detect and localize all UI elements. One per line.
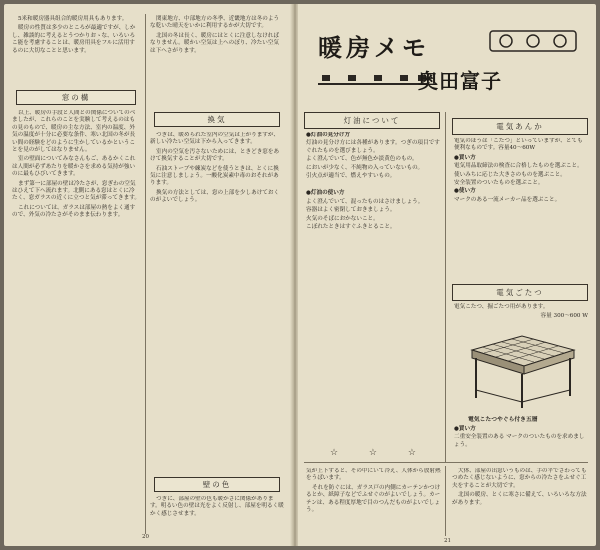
paragraph: 換気の方法としては、窓の上部を少しあけておくのがよいでしょう。: [150, 189, 280, 204]
paragraph: 関東地方、中部地方の冬季、近畿地方は冬のような乾いた晴天をいかに利用するかが大切です。: [150, 16, 280, 30]
kerosene-sub2-item: 容器はよく密閉しておきましょう。: [306, 207, 396, 214]
left-column-2: [150, 16, 284, 57]
paragraph: それを防ぐには、ガラス戸の内側にカーテンかつけるとか、紙障子などでふせぐのがよいでしょう。カーテンは、ある程度厚地で目のつんだものがよいでしょう。: [306, 484, 441, 514]
electric-anka-heading-box: [452, 118, 588, 135]
paragraph: 室内の空気を汚さないためには、ときどき窓をあけて換気することが大切です。: [150, 148, 280, 163]
electric-anka-buy-item: 電気用品取締法の検査に合格したものを選ぶこと。: [454, 163, 583, 170]
section-separator-stars: ☆ ☆ ☆: [330, 448, 430, 458]
paragraph: これについては、ガラスは部屋の熱をよく通すので、外気の冷たさがそのまま伝わります。: [12, 204, 136, 219]
kotatsu-buy: ●買い方: [454, 426, 476, 432]
decorative-band: [318, 72, 428, 86]
kotatsu-caption: 電気こたつやぐら付き五層: [468, 417, 538, 423]
left-column-2-bottom: [150, 496, 284, 534]
kerosene-sub1-item: 引火点が適当で、燃えやすいもの。: [306, 173, 396, 180]
paragraph: 室の壁面についてみなさんもご、あるかくこれは人間が必ずあたりを暖かさを求める気持が強いのに最もひびいてきます。: [12, 156, 136, 178]
article-title: 暖房メモ: [318, 34, 430, 62]
paragraph: 北国の暖房、とくに寒さに備えて、いろいろな方法があります。: [452, 492, 587, 506]
kerosene-sub2-item: こぼれたときはすぐふきとること。: [306, 224, 396, 231]
column-divider: [145, 14, 146, 534]
kotatsu-buy-item: 二重安全装置のある マークのついたものを求めましょう。: [454, 434, 585, 448]
section-heading-wall-color-box: [154, 477, 280, 492]
electric-anka-use: ●使い方: [454, 188, 476, 195]
left-column-1: [12, 16, 140, 57]
left-column-1-body: [12, 110, 140, 530]
kerosene-sub2-item: よく澄んでいて、混ったものはさけましょう。: [306, 198, 424, 205]
electric-anka-heading: 電気あんか: [496, 122, 544, 131]
paragraph: つぎは、暖められた室内の空気は上がりますが、新しい冷たい空気は下から入ってきます。: [150, 132, 280, 146]
electric-kotatsu-text: 電気こたつ、掘ごたつ用があります。: [454, 304, 549, 310]
paragraph: 大体、部屋の出窓いうものは、手の平でさわってもつめたく感じないように、窓からの冷たさをふせぐ工夫をすることが大切です。: [452, 468, 587, 489]
left-column-2-body: [150, 132, 284, 472]
right-bottom-right-column: [452, 468, 588, 534]
kerosene-section: [306, 132, 440, 402]
paragraph: まず第一に部屋の壁は冷たさが、窓ぎわの空気はひえて下へ流れます。北側にある窓はとくに冷たく、窓ガラスの近くに立つと気が滞ってきます。: [12, 180, 140, 202]
electric-anka-section: [454, 138, 588, 278]
kerosene-sub2: ●灯油の使い方: [306, 190, 345, 197]
electric-anka-text: 電気のほうは「こたつ」といっていますが、とても便利なものです。容量40〜60W: [454, 138, 583, 152]
kerosene-sub1-item: 灯油の見分け方には各種があります。つぎの項目ですぐれたものを選びましょう。: [306, 140, 440, 154]
kerosene-sub2-item: 火気のそばにおかないこと。: [306, 215, 379, 222]
paragraph: つぎに、部屋の壁の色も暖かさに関係があります。明るい色の壁は光をよく反射し、部屋を明るく暖かく感じさせます。: [150, 496, 284, 517]
kotatsu-buy-section: [454, 426, 588, 450]
electric-kotatsu-capacity: 容量 300〜600 W: [540, 313, 588, 320]
electric-anka-buy: ●買い方: [454, 154, 476, 161]
right-bottom-left-column: [306, 468, 442, 534]
kerosene-sub1-item: よく澄んでいて、色が無色か淡黄色のもの。: [306, 156, 418, 163]
kerosene-heading-box: [304, 112, 440, 129]
electric-kotatsu-text-block: [454, 304, 588, 321]
electric-anka-buy-item: 安全装置のついたものを選ぶこと。: [454, 180, 544, 187]
electric-kotatsu-heading: 電気ごたつ: [496, 288, 544, 297]
section-heading-ventilation-box: [154, 112, 280, 127]
section-heading-window-box: [16, 90, 136, 105]
paragraph: 5米和暖房器具组合的暖房用具もあります。: [18, 16, 128, 22]
article-author: 奥田富子: [418, 69, 502, 93]
kerosene-sub1: ●灯油の見分け方: [306, 132, 351, 138]
section-heading-ventilation: 換気: [207, 115, 227, 124]
electric-anka-use-item: マークのある一流メーカー品を選ぶこと。: [454, 196, 561, 203]
kotatsu-illustration: [462, 330, 582, 410]
page-number-left: 20: [142, 534, 149, 540]
paragraph: 北国の冬は長く、暖房にはとくに注意しなければなりません。暖かい空気は上へのぼり、冷たい空気は下へさがります。: [150, 32, 279, 54]
electric-kotatsu-heading-box: [452, 284, 588, 301]
horizontal-divider: [304, 462, 588, 463]
electric-anka-buy-item: 使いみちに応じた大きさのものを選ぶこと。: [454, 171, 566, 178]
stove-dials-illustration: [488, 28, 578, 54]
right-column-divider: [445, 112, 446, 462]
paragraph: 石油ストーブや練炭などを使うときは、とくに換気に注意しましょう。一酸化炭素中毒のおそれがあります。: [150, 165, 279, 187]
paragraph: 以上、暖房の手段と人間との関係についてのべましたが、これらのことを実験して考えるのはもの見のもので、暖房の主な方法、室内の温度、外気の温度が十分に必要な条件、寒い北国の冬が長い間の経験をどのように生かしているかということを見のがしてはなりません。: [12, 110, 136, 154]
left-page: [4, 4, 292, 546]
section-heading-window: 窓の構: [61, 93, 91, 102]
kerosene-sub1-item: においが少なく、不純物の入っていないもの。: [306, 164, 424, 171]
paragraph: 暖房の性質は多少のところが最適ですが、しかし、雑談的に考えるとうつかりおゝな、いろいろこ能を考慮することは、暖房用具をフルに活用するのに大切なことと思います。: [12, 25, 136, 54]
page-number-right: 21: [444, 538, 451, 544]
kerosene-heading: 灯油について: [343, 116, 401, 125]
section-heading-wall-color: 壁の色: [202, 480, 232, 489]
paragraph: 気が上下すると、その中にいて冷え、人体から放射熱をうばいます。: [306, 468, 441, 482]
right-bottom-divider: [445, 466, 446, 536]
